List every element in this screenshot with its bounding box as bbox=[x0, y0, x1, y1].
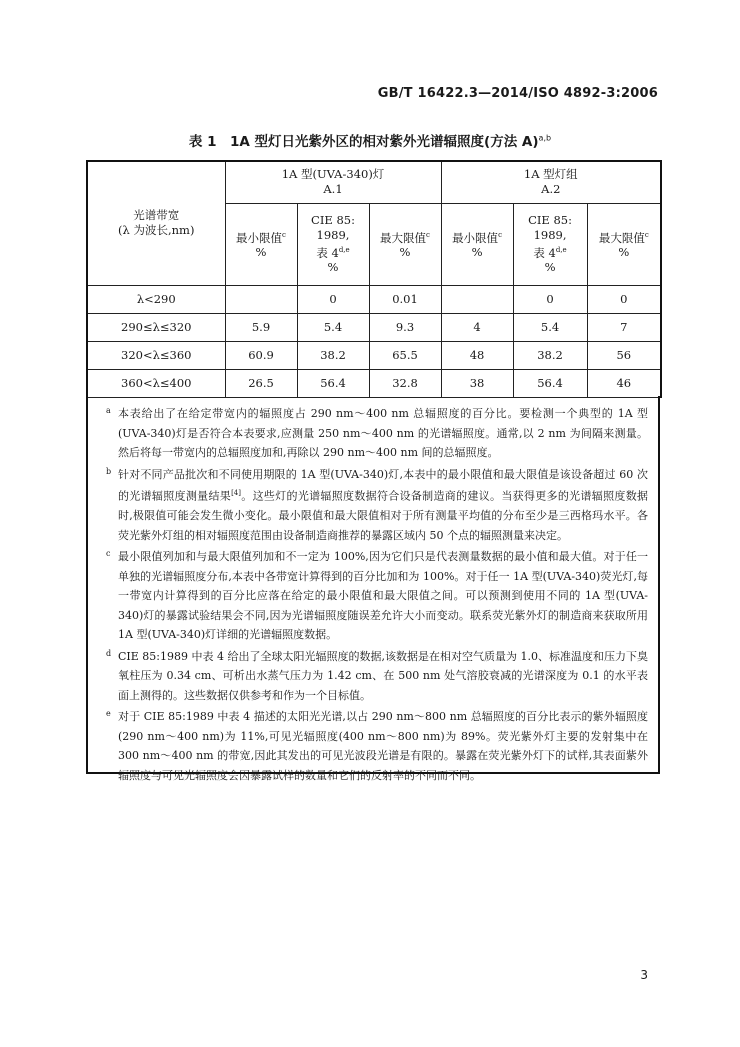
value-cell: 48 bbox=[441, 341, 513, 369]
value-cell: 56.4 bbox=[513, 369, 587, 397]
value-cell: 56 bbox=[587, 341, 661, 369]
value-cell: 0.01 bbox=[369, 285, 441, 313]
value-cell: 60.9 bbox=[225, 341, 297, 369]
row-header bbox=[87, 161, 225, 285]
row-header-line1: 光谱带宽 bbox=[133, 208, 180, 223]
page-number: 3 bbox=[640, 968, 648, 982]
value-cell: 65.5 bbox=[369, 341, 441, 369]
band-cell: 290≤λ≤320 bbox=[87, 313, 225, 341]
value-cell: 38.2 bbox=[297, 341, 369, 369]
table-title-sup: a,b bbox=[538, 133, 552, 143]
table-row bbox=[87, 369, 661, 397]
band-cell: 360<λ≤400 bbox=[87, 369, 225, 397]
row-header-line2: (λ 为波长,nm) bbox=[118, 223, 195, 238]
band-cell: λ<290 bbox=[87, 285, 225, 313]
group2-line1: 1A 型灯组 bbox=[523, 167, 578, 182]
value-cell: 4 bbox=[441, 313, 513, 341]
group2-line2: A.2 bbox=[541, 182, 561, 197]
value-cell: 38 bbox=[441, 369, 513, 397]
value-cell bbox=[441, 285, 513, 313]
col-header-a2-max: 最大限值$^c$ % bbox=[587, 203, 661, 285]
table-notes bbox=[86, 396, 660, 782]
table-title-text: 表 1 1A 型灯日光紫外区的相对紫外光谱辐照度(方法 A) bbox=[188, 134, 539, 150]
value-cell: 0 bbox=[587, 285, 661, 313]
col-header-a1-cie: CIE 85: 1989, 表 4$^{d,e}$ % bbox=[297, 203, 369, 285]
col-header-a1-min: 最小限值$^c$ % bbox=[225, 203, 297, 285]
value-cell: 5.4 bbox=[297, 313, 369, 341]
note-d: d CIE 85:1989 中表 4 给出了全球太阳光辐照度的数据,该数据是在相对空气质量为 1.0、标准温度和压力下臭氧柱压为 0.34 cm、可析出水蒸气压力为 1.42 cm、在 500 nm 处气溶胶衰减的光谱深度为 0.1 的水平表面上测得的。这些数据仅供参考和作为一个目标值。 bbox=[106, 648, 648, 702]
note-a: a 本表给出了在给定带宽内的辐照度占 290 nm～400 nm 总辐照度的百分比。要检测一个典型的 1A 型(UVA-340)灯是否符合本表要求,应测量 250 nm～400 nm 的光谱辐照度。通常,以 2 nm 为间隔来测量。然后将每一带宽内的总辐照度加和,再除以 290 nm～400 nm 间的总辐照度。 bbox=[106, 406, 648, 459]
group1-line1: 1A 型(UVA-340)灯 bbox=[281, 167, 385, 182]
group-header-a1 bbox=[225, 161, 441, 203]
col-header-a1-max: 最大限值$^c$ % bbox=[369, 203, 441, 285]
value-cell bbox=[225, 285, 297, 313]
note-b: b 针对不同产品批次和不同使用期限的 1A 型(UVA-340)灯,本表中的最小限值和最大限值是该设备超过 60 次的光谱辐照度测量结果[4]。这些灯的光谱辐照度数据符合设备制造商的建议。当获得更多的光谱辐照度数据时,极限值可能会发生微小变化。最小限值和最大限值相对于所有测量平均值的分布至少是三西格玛水平。各荧光紫外灯组的相对辐照度范围由设备制造商推荐的暴露区域内 50 个点的辐照测量来决定。 bbox=[106, 466, 648, 542]
band-cell: 320<λ≤360 bbox=[87, 341, 225, 369]
note-e: e 对于 CIE 85:1989 中表 4 描述的太阳光光谱,以占 290 nm～800 nm 总辐照度的百分比表示的紫外辐照度(290 nm～400 nm)为 11%,可见光辐照度(400 nm～800 nm)为 89%。荧光紫外灯主要的发射集中在 300 nm～400 nm 的带宽,因此其发出的可见光波段光谱是有限的。暴露在荧光紫外灯下的试样,其表面紫外辐照度与可见光辐照度会因暴露试样的数量和它们的反射率的不同而不同。 bbox=[106, 709, 648, 782]
spectral-table bbox=[86, 160, 660, 398]
table-row bbox=[87, 313, 661, 341]
group-header-a2 bbox=[441, 161, 661, 203]
value-cell: 7 bbox=[587, 313, 661, 341]
value-cell: 56.4 bbox=[297, 369, 369, 397]
value-cell: 9.3 bbox=[369, 313, 441, 341]
col-header-a2-cie: CIE 85: 1989, 表 4$^{d,e}$ % bbox=[513, 203, 587, 285]
value-cell: 0 bbox=[513, 285, 587, 313]
table-row bbox=[87, 341, 661, 369]
value-cell: 5.9 bbox=[225, 313, 297, 341]
value-cell: 5.4 bbox=[513, 313, 587, 341]
value-cell: 38.2 bbox=[513, 341, 587, 369]
standard-number: GB/T 16422.3—2014/ISO 4892-3:2006 bbox=[377, 86, 658, 101]
table-title bbox=[0, 130, 740, 150]
note-c: c 最小限值列加和与最大限值列加和不一定为 100%,因为它们只是代表测量数据的最小值和最大值。对于任一单独的光谱辐照度分布,本表中各带宽计算得到的百分比加和为 100%。对于任一 1A 型(UVA-340)荧光灯,每一带宽内计算得到的百分比应落在给定的最小限值和最大限值之间。可以预测到使用不同的 1A 型(UVA-340)灯的暴露试验结果会不同,因为光谱辐照度随误差允许大小而变动。联系荧光紫外灯的制造商来获取所用 1A 型(UVA-340)灯详细的光谱辐照度数据。 bbox=[106, 549, 648, 642]
group1-line2: A.1 bbox=[323, 182, 343, 197]
value-cell: 32.8 bbox=[369, 369, 441, 397]
col-header-a2-min: 最小限值$^c$ % bbox=[441, 203, 513, 285]
value-cell: 26.5 bbox=[225, 369, 297, 397]
table-row bbox=[87, 285, 661, 313]
value-cell: 46 bbox=[587, 369, 661, 397]
value-cell: 0 bbox=[297, 285, 369, 313]
